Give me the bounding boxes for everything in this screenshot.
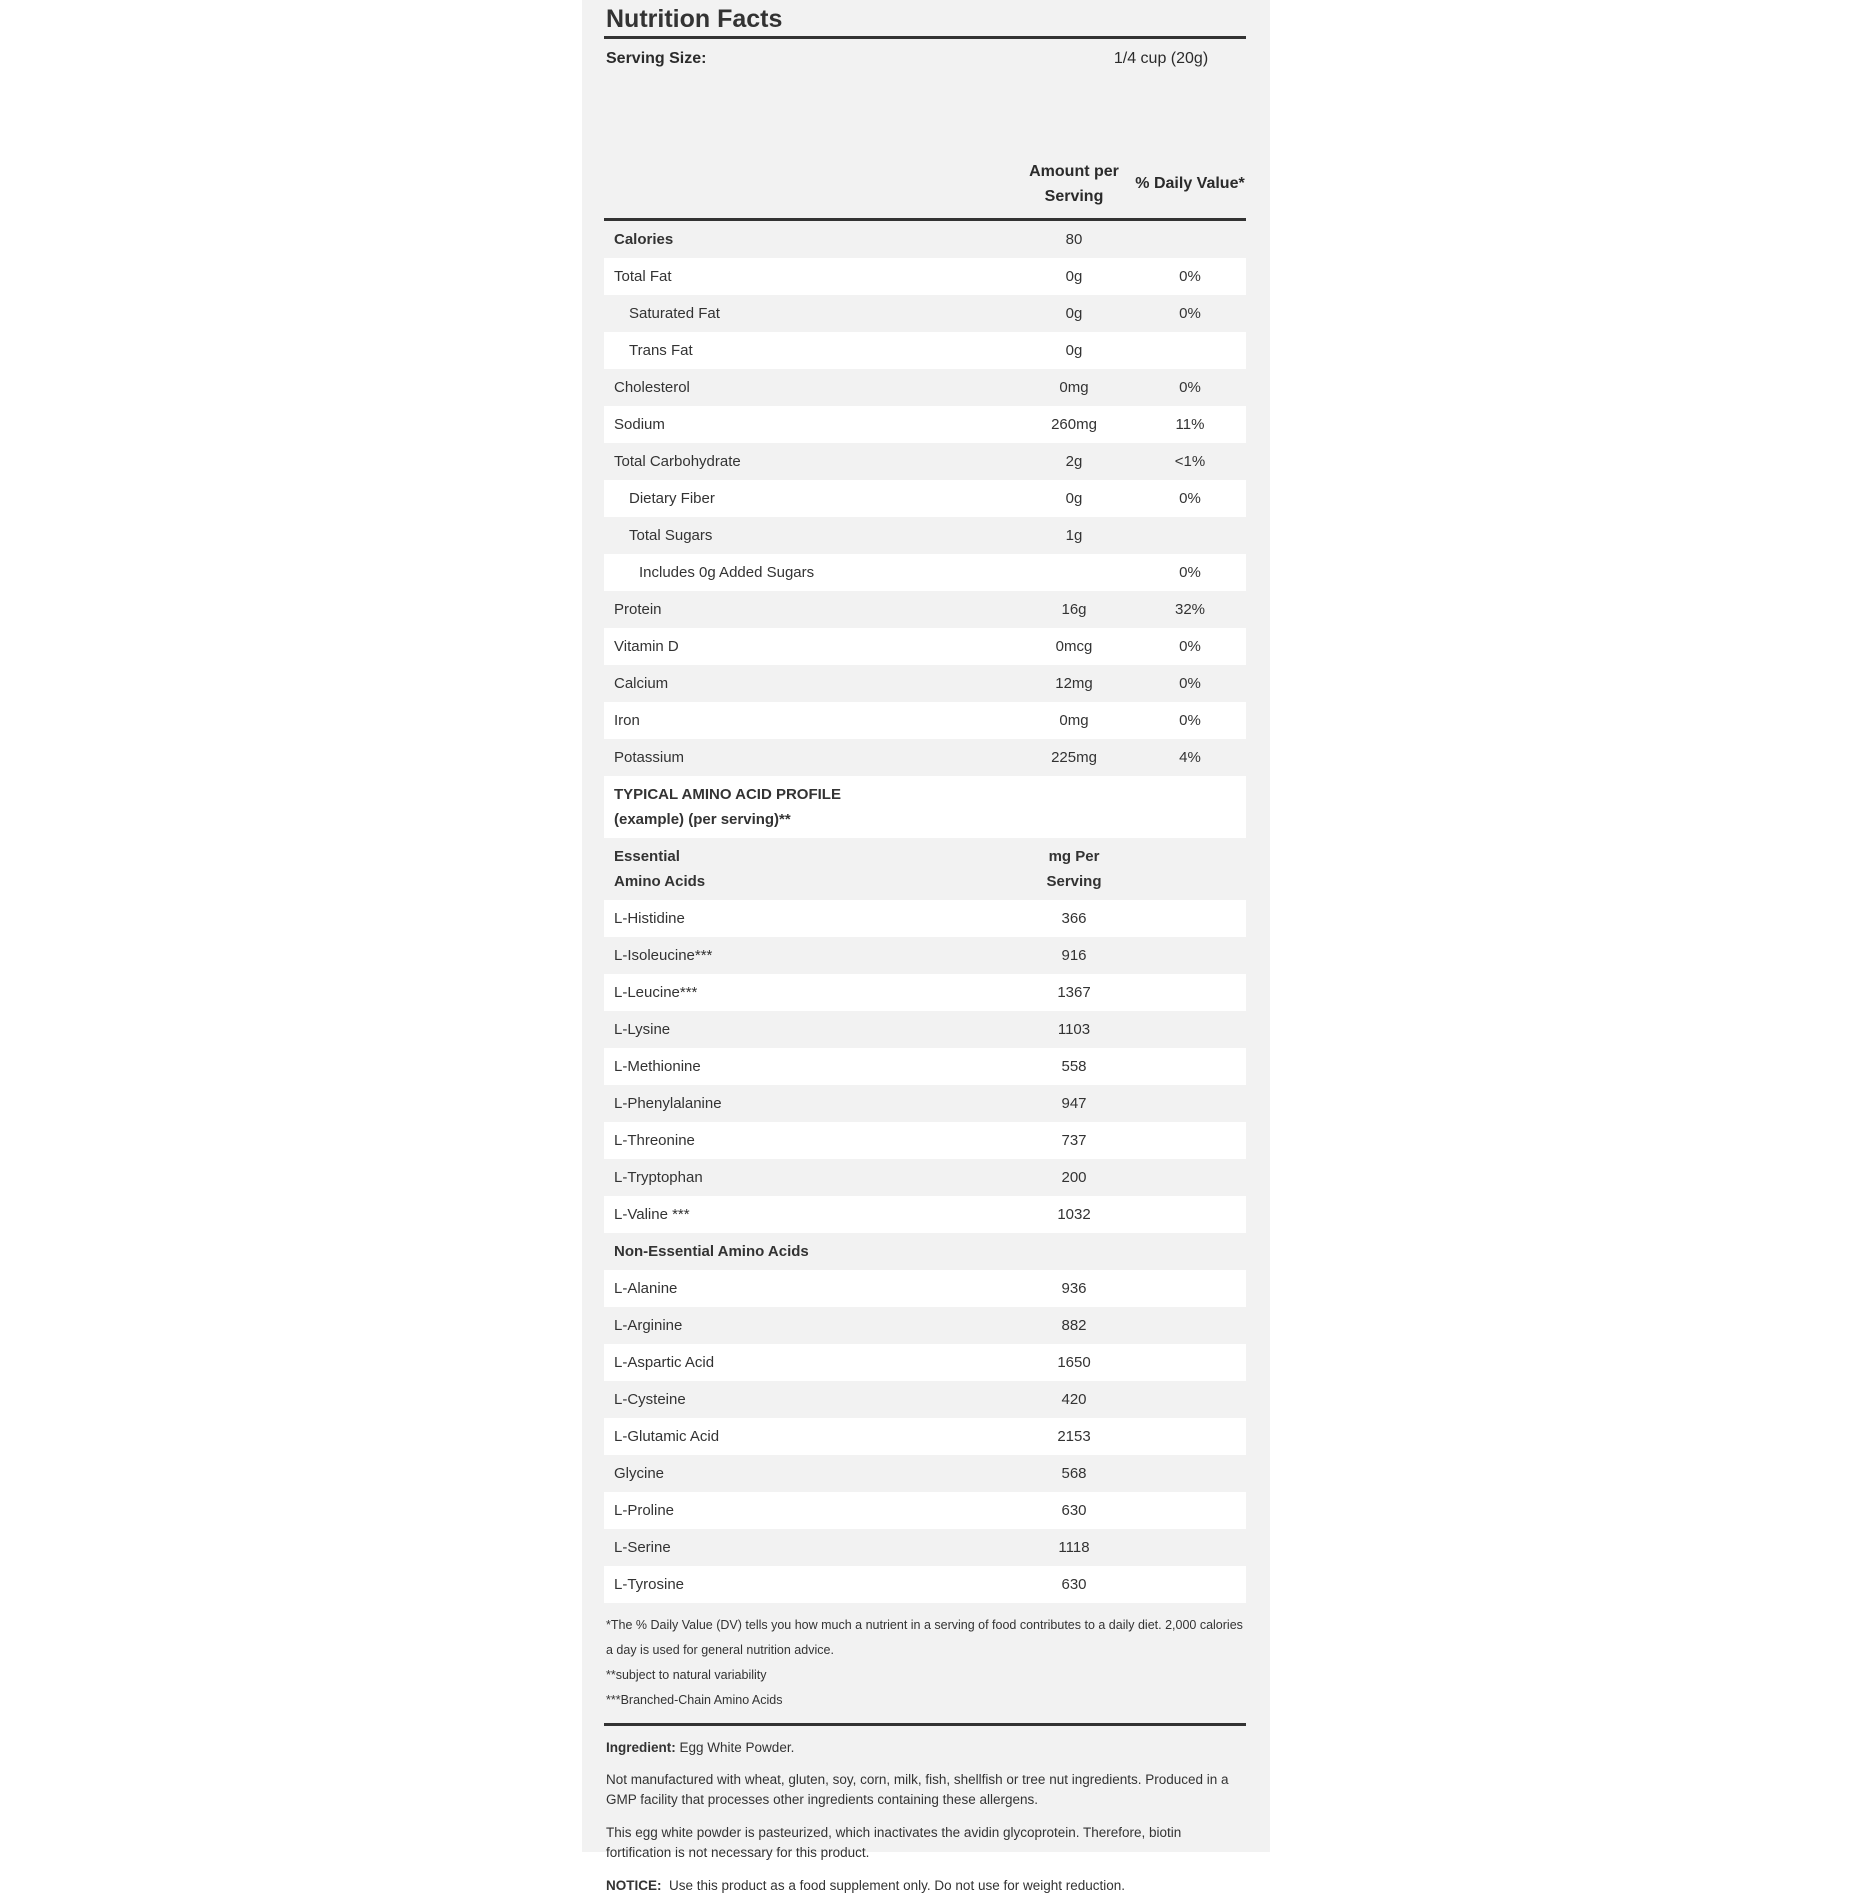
amino-acid-mg: 1103 [1057, 1021, 1091, 1038]
serving-size-row [604, 39, 1246, 79]
table-row [604, 1455, 1246, 1492]
table-row [604, 1344, 1246, 1381]
nutrient-amount: 260mg [1051, 416, 1097, 433]
non-essential-header-row [604, 1233, 1246, 1270]
amino-acid-mg: 882 [1061, 1317, 1087, 1334]
table-row [604, 1011, 1246, 1048]
amino-acid-name: L-Histidine [614, 910, 685, 927]
nutrient-name: Total Sugars [629, 527, 713, 544]
nutrition-facts-panel [582, 0, 1270, 1893]
nutrient-name: Total Fat [614, 268, 672, 285]
nutrient-dv: 0% [1179, 638, 1201, 655]
nutrition-table [604, 221, 1246, 1603]
amino-acid-name: L-Cysteine [614, 1391, 686, 1408]
nutrient-dv: 0% [1179, 675, 1201, 692]
amino-acid-name: L-Leucine*** [614, 984, 698, 1001]
nutrient-name: Calcium [614, 675, 669, 692]
essential-header-line1: Essential [614, 848, 680, 865]
table-row [604, 900, 1246, 937]
amino-acid-name: L-Tryptophan [614, 1169, 703, 1186]
nutrient-name: Trans Fat [629, 342, 693, 359]
daily-value-header: % Daily Value* [1135, 175, 1245, 192]
amino-acid-mg: 366 [1061, 910, 1087, 927]
table-row [604, 1048, 1246, 1085]
nutrient-amount: 225mg [1051, 749, 1097, 766]
nutrient-amount: 0g [1065, 490, 1083, 507]
amino-acid-name: L-Aspartic Acid [614, 1354, 715, 1371]
page-title: Nutrition Facts [604, 0, 1246, 39]
amino-acid-mg: 568 [1061, 1465, 1087, 1482]
table-row [604, 480, 1246, 517]
table-row [604, 702, 1246, 739]
table-row [604, 739, 1246, 776]
table-row [604, 443, 1246, 480]
nutrient-amount: 80 [1065, 231, 1083, 248]
table-row [604, 974, 1246, 1011]
nutrient-dv: 0% [1179, 490, 1201, 507]
notice-line [606, 1876, 1246, 1896]
table-row [604, 1381, 1246, 1418]
ingredient-value: Egg White Powder. [679, 1740, 795, 1755]
nutrient-amount: 12mg [1055, 675, 1093, 692]
amino-acid-mg: 200 [1061, 1169, 1087, 1186]
amino-profile-heading [604, 782, 1014, 832]
amino-acid-mg: 420 [1061, 1391, 1087, 1408]
amino-acid-mg: 1367 [1057, 984, 1091, 1001]
amino-acid-mg: 1118 [1058, 1539, 1090, 1556]
nutrient-name: Saturated Fat [629, 305, 720, 322]
nutrient-dv: 0% [1179, 564, 1201, 581]
nutrient-amount: 0g [1065, 305, 1083, 322]
table-row [604, 1159, 1246, 1196]
nutrient-name: Sodium [614, 416, 665, 433]
amino-acid-name: L-Lysine [614, 1021, 671, 1038]
nutrient-amount: 1g [1065, 527, 1083, 544]
amino-acid-name: Glycine [614, 1465, 665, 1482]
serving-size-value: 1/4 cup (20g) [1113, 50, 1209, 67]
nutrient-name: Potassium [614, 749, 685, 766]
table-row [604, 1085, 1246, 1122]
nutrient-name: Iron [614, 712, 640, 729]
nutrient-amount: 0mcg [1055, 638, 1093, 655]
table-row [604, 406, 1246, 443]
amino-acid-name: L-Phenylalanine [614, 1095, 722, 1112]
essential-header-line2: Amino Acids [614, 873, 706, 890]
nutrient-name: Cholesterol [614, 379, 690, 396]
amino-acid-mg: 2153 [1057, 1428, 1091, 1445]
amino-profile-heading-line2: (example) (per serving)** [614, 811, 791, 828]
amino-acid-name: L-Proline [614, 1502, 675, 1519]
dv-footnote-line2: a day is used for general nutrition advice. [606, 1643, 834, 1657]
dv-footnote-line1: *The % Daily Value (DV) tells you how much a nutrient in a serving of food contributes to a daily diet. 2,000 calories [606, 1618, 1243, 1632]
nutrient-amount: 2g [1065, 453, 1083, 470]
essential-amino-header [604, 844, 1014, 894]
table-row [604, 517, 1246, 554]
mg-header-line1: mg Per [1048, 848, 1100, 865]
table-row [604, 1307, 1246, 1344]
ingredient-label: Ingredient: [606, 1740, 676, 1755]
table-row [604, 258, 1246, 295]
nutrient-dv: 0% [1179, 712, 1201, 729]
notice-value: Use this product as a food supplement only. Do not use for weight reduction. [669, 1878, 1126, 1893]
amino-acid-mg: 558 [1061, 1058, 1087, 1075]
amino-acid-mg: 1650 [1057, 1354, 1091, 1371]
amino-acid-name: L-Serine [614, 1539, 671, 1556]
nutrient-amount: 0mg [1059, 379, 1089, 396]
amino-acid-mg: 1032 [1057, 1206, 1091, 1223]
serving-size-label: Serving Size: [606, 50, 707, 67]
amino-acid-name: L-Tyrosine [614, 1576, 685, 1593]
amino-acid-name: L-Glutamic Acid [614, 1428, 720, 1445]
table-row [604, 1270, 1246, 1307]
amino-profile-heading-line1: TYPICAL AMINO ACID PROFILE [614, 786, 841, 803]
nutrient-amount: 16g [1061, 601, 1087, 618]
amino-acid-name: L-Arginine [614, 1317, 683, 1334]
amino-acid-mg: 947 [1061, 1095, 1087, 1112]
amino-acid-mg: 737 [1061, 1132, 1087, 1149]
amino-acid-name: L-Alanine [614, 1280, 678, 1297]
table-row [604, 1529, 1246, 1566]
allergen-statement: Not manufactured with wheat, gluten, soy, corn, milk, fish, shellfish or tree nut ingredients. Produced in a GMP facility that processes other ingredients containing these allergens. [606, 1772, 1229, 1807]
nutrient-dv: 0% [1179, 268, 1201, 285]
amino-acid-mg: 936 [1061, 1280, 1087, 1297]
nutrient-amount: 0g [1065, 342, 1083, 359]
nutrient-dv: 11% [1175, 416, 1205, 433]
nutrient-name: Calories [614, 231, 674, 248]
non-essential-header: Non-Essential Amino Acids [614, 1243, 809, 1260]
essential-amino-header-row [604, 838, 1246, 900]
table-row [604, 221, 1246, 258]
amino-acid-name: L-Methionine [614, 1058, 701, 1075]
amino-acid-name: L-Threonine [614, 1132, 695, 1149]
table-row [604, 1566, 1246, 1603]
table-row [604, 1492, 1246, 1529]
nutrient-dv: 0% [1179, 379, 1201, 396]
table-row [604, 295, 1246, 332]
table-row [604, 332, 1246, 369]
table-row [604, 1196, 1246, 1233]
table-row [604, 665, 1246, 702]
nutrient-amount: 0mg [1059, 712, 1089, 729]
table-header [604, 157, 1246, 221]
nutrient-name: Vitamin D [614, 638, 679, 655]
nutrient-dv: 0% [1179, 305, 1201, 322]
notice-label: NOTICE: [606, 1878, 662, 1893]
nutrient-amount: 0g [1065, 268, 1083, 285]
table-row [604, 369, 1246, 406]
amino-acid-name: L-Valine *** [614, 1206, 690, 1223]
amino-profile-heading-row [604, 776, 1246, 838]
nutrient-name: Total Carbohydrate [614, 453, 741, 470]
ingredient-line [606, 1738, 1246, 1758]
ingredient-section [604, 1726, 1246, 1896]
avidin-statement: This egg white powder is pasteurized, which inactivates the avidin glycoprotein. Therefore, biotin fortification is not necessary for this product. [606, 1825, 1182, 1860]
table-row [604, 554, 1246, 591]
table-row [604, 937, 1246, 974]
nutrient-dv: 32% [1174, 601, 1206, 618]
amount-per-serving-header: Amount per Serving [1029, 163, 1119, 205]
nutrient-name: Protein [614, 601, 662, 618]
amino-acid-mg: 630 [1061, 1502, 1087, 1519]
table-row [604, 591, 1246, 628]
mg-header-line2: Serving [1046, 873, 1102, 890]
nutrient-name: Dietary Fiber [629, 490, 715, 507]
amino-acid-mg: 630 [1061, 1576, 1087, 1593]
table-row [604, 628, 1246, 665]
amino-acid-mg: 916 [1061, 947, 1087, 964]
footnotes [604, 1603, 1246, 1726]
nutrient-dv: <1% [1174, 453, 1206, 470]
nutrient-dv: 4% [1179, 749, 1201, 766]
table-row [604, 1122, 1246, 1159]
nutrient-name: Includes 0g Added Sugars [639, 564, 815, 581]
table-row [604, 1418, 1246, 1455]
bcaa-footnote: ***Branched-Chain Amino Acids [606, 1693, 783, 1707]
variability-footnote: **subject to natural variability [606, 1668, 767, 1682]
mg-per-serving-header [1014, 844, 1134, 894]
amino-acid-name: L-Isoleucine*** [614, 947, 713, 964]
